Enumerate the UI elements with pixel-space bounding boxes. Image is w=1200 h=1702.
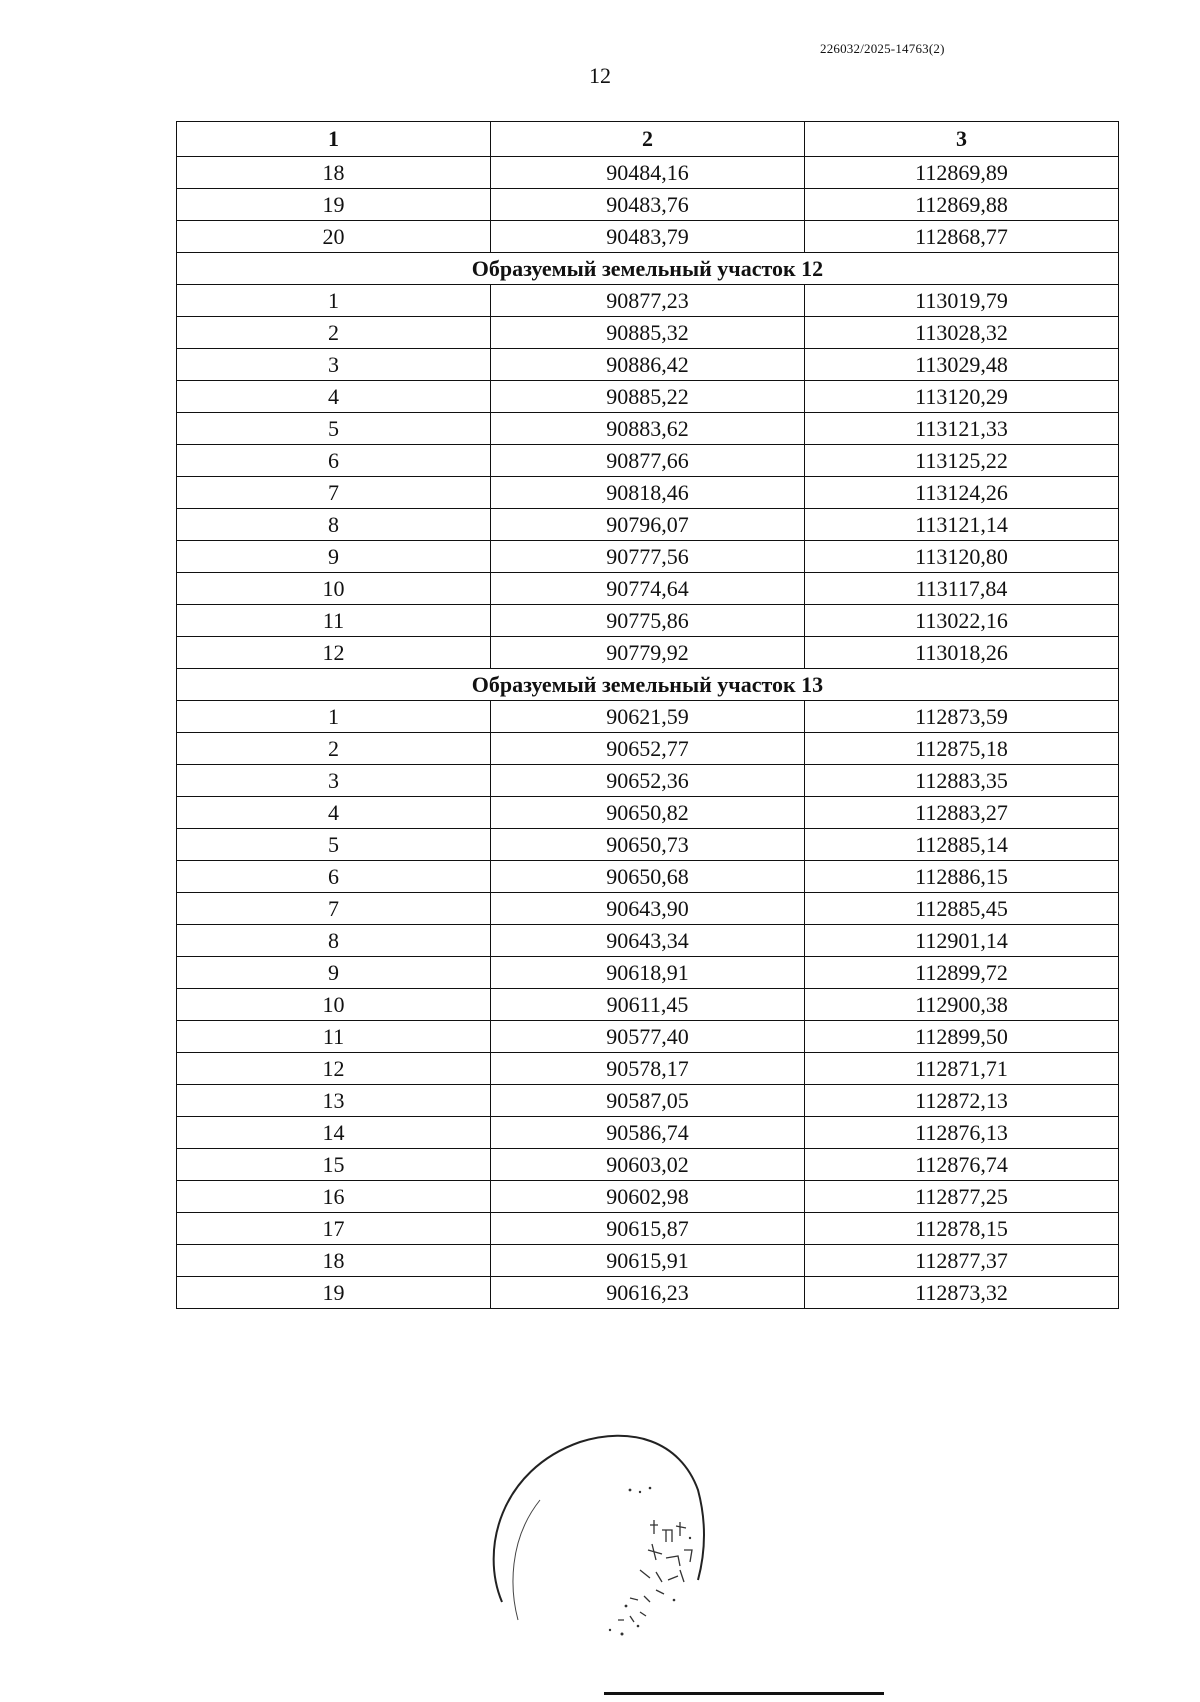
- x-coordinate-cell: 90777,56: [491, 541, 805, 573]
- y-coordinate-cell: 112872,13: [805, 1085, 1119, 1117]
- x-coordinate-cell: 90650,73: [491, 829, 805, 861]
- point-number-cell: 10: [177, 573, 491, 605]
- table-row: [177, 573, 1119, 605]
- table-row: [177, 861, 1119, 893]
- x-coordinate-cell: 90615,91: [491, 1245, 805, 1277]
- table-row: [177, 765, 1119, 797]
- table-row: [177, 1277, 1119, 1309]
- point-number-cell: 11: [177, 605, 491, 637]
- point-number-cell: 12: [177, 1053, 491, 1085]
- table-row: [177, 797, 1119, 829]
- point-number-cell: 5: [177, 413, 491, 445]
- page-number: 12: [589, 63, 611, 88]
- point-number-cell: 4: [177, 381, 491, 413]
- table-row: [177, 733, 1119, 765]
- x-coordinate-cell: 90618,91: [491, 957, 805, 989]
- x-coordinate-cell: 90886,42: [491, 349, 805, 381]
- signature-line: [604, 1692, 884, 1695]
- y-coordinate-cell: 112885,14: [805, 829, 1119, 861]
- document-registration-number: 226032/2025-14763(2): [820, 41, 945, 56]
- y-coordinate-cell: 112873,59: [805, 701, 1119, 733]
- y-coordinate-cell: 113121,33: [805, 413, 1119, 445]
- point-number-cell: 18: [177, 157, 491, 189]
- table-row: [177, 541, 1119, 573]
- point-number-cell: 3: [177, 349, 491, 381]
- x-coordinate-cell: 90578,17: [491, 1053, 805, 1085]
- y-coordinate-cell: 112883,27: [805, 797, 1119, 829]
- y-coordinate-cell: 113121,14: [805, 509, 1119, 541]
- table-row: [177, 1021, 1119, 1053]
- table-row: [177, 1053, 1119, 1085]
- table-row: [177, 477, 1119, 509]
- round-seal-stamp-icon: [480, 1430, 750, 1670]
- x-coordinate-cell: 90643,90: [491, 893, 805, 925]
- point-number-cell: 12: [177, 637, 491, 669]
- point-number-cell: 19: [177, 189, 491, 221]
- y-coordinate-cell: 113028,32: [805, 317, 1119, 349]
- table-row: [177, 349, 1119, 381]
- x-coordinate-cell: 90774,64: [491, 573, 805, 605]
- x-coordinate-cell: 90643,34: [491, 925, 805, 957]
- y-coordinate-cell: 112885,45: [805, 893, 1119, 925]
- point-number-cell: 11: [177, 1021, 491, 1053]
- column-header: 3: [805, 122, 1119, 157]
- table-row: [177, 157, 1119, 189]
- table-body: [177, 157, 1119, 1309]
- table-row: [177, 317, 1119, 349]
- table-row: [177, 1181, 1119, 1213]
- y-coordinate-cell: 112901,14: [805, 925, 1119, 957]
- y-coordinate-cell: 113124,26: [805, 477, 1119, 509]
- y-coordinate-cell: 113120,80: [805, 541, 1119, 573]
- x-coordinate-cell: 90484,16: [491, 157, 805, 189]
- point-number-cell: 2: [177, 317, 491, 349]
- y-coordinate-cell: 112876,13: [805, 1117, 1119, 1149]
- x-coordinate-cell: 90877,66: [491, 445, 805, 477]
- point-number-cell: 6: [177, 445, 491, 477]
- y-coordinate-cell: 112900,38: [805, 989, 1119, 1021]
- y-coordinate-cell: 112899,72: [805, 957, 1119, 989]
- x-coordinate-cell: 90577,40: [491, 1021, 805, 1053]
- point-number-cell: 10: [177, 989, 491, 1021]
- y-coordinate-cell: 112871,71: [805, 1053, 1119, 1085]
- table-row: [177, 285, 1119, 317]
- table-row: [177, 605, 1119, 637]
- column-header: 1: [177, 122, 491, 157]
- point-number-cell: 17: [177, 1213, 491, 1245]
- y-coordinate-cell: 113029,48: [805, 349, 1119, 381]
- table-row: [177, 509, 1119, 541]
- x-coordinate-cell: 90483,79: [491, 221, 805, 253]
- point-number-cell: 13: [177, 1085, 491, 1117]
- x-coordinate-cell: 90877,23: [491, 285, 805, 317]
- table-row: [177, 445, 1119, 477]
- y-coordinate-cell: 112873,32: [805, 1277, 1119, 1309]
- section-title-row: [177, 669, 1119, 701]
- y-coordinate-cell: 112886,15: [805, 861, 1119, 893]
- y-coordinate-cell: 112869,88: [805, 189, 1119, 221]
- point-number-cell: 20: [177, 221, 491, 253]
- y-coordinate-cell: 112877,37: [805, 1245, 1119, 1277]
- y-coordinate-cell: 112876,74: [805, 1149, 1119, 1181]
- section-title: Образуемый земельный участок 12: [177, 253, 1119, 285]
- y-coordinate-cell: 113125,22: [805, 445, 1119, 477]
- y-coordinate-cell: 112877,25: [805, 1181, 1119, 1213]
- y-coordinate-cell: 113117,84: [805, 573, 1119, 605]
- point-number-cell: 15: [177, 1149, 491, 1181]
- x-coordinate-cell: 90587,05: [491, 1085, 805, 1117]
- y-coordinate-cell: 112868,77: [805, 221, 1119, 253]
- x-coordinate-cell: 90883,62: [491, 413, 805, 445]
- x-coordinate-cell: 90611,45: [491, 989, 805, 1021]
- x-coordinate-cell: 90586,74: [491, 1117, 805, 1149]
- point-number-cell: 7: [177, 893, 491, 925]
- table-row: [177, 381, 1119, 413]
- x-coordinate-cell: 90621,59: [491, 701, 805, 733]
- point-number-cell: 7: [177, 477, 491, 509]
- point-number-cell: 5: [177, 829, 491, 861]
- table-row: [177, 1149, 1119, 1181]
- table-row: [177, 1085, 1119, 1117]
- x-coordinate-cell: 90616,23: [491, 1277, 805, 1309]
- point-number-cell: 9: [177, 957, 491, 989]
- table-row: [177, 1213, 1119, 1245]
- x-coordinate-cell: 90652,36: [491, 765, 805, 797]
- table-row: [177, 957, 1119, 989]
- point-number-cell: 9: [177, 541, 491, 573]
- column-header: 2: [491, 122, 805, 157]
- x-coordinate-cell: 90885,32: [491, 317, 805, 349]
- section-title: Образуемый земельный участок 13: [177, 669, 1119, 701]
- point-number-cell: 1: [177, 285, 491, 317]
- table-header-row: [177, 122, 1119, 157]
- y-coordinate-cell: 112878,15: [805, 1213, 1119, 1245]
- point-number-cell: 6: [177, 861, 491, 893]
- y-coordinate-cell: 112875,18: [805, 733, 1119, 765]
- y-coordinate-cell: 112869,89: [805, 157, 1119, 189]
- point-number-cell: 3: [177, 765, 491, 797]
- table-row: [177, 637, 1119, 669]
- x-coordinate-cell: 90775,86: [491, 605, 805, 637]
- table-row: [177, 1245, 1119, 1277]
- y-coordinate-cell: 113120,29: [805, 381, 1119, 413]
- section-title-row: [177, 253, 1119, 285]
- point-number-cell: 2: [177, 733, 491, 765]
- point-number-cell: 4: [177, 797, 491, 829]
- x-coordinate-cell: 90602,98: [491, 1181, 805, 1213]
- table-row: [177, 189, 1119, 221]
- y-coordinate-cell: 113022,16: [805, 605, 1119, 637]
- table-row: [177, 989, 1119, 1021]
- x-coordinate-cell: 90885,22: [491, 381, 805, 413]
- y-coordinate-cell: 112883,35: [805, 765, 1119, 797]
- point-number-cell: 8: [177, 509, 491, 541]
- y-coordinate-cell: 113018,26: [805, 637, 1119, 669]
- x-coordinate-cell: 90818,46: [491, 477, 805, 509]
- point-number-cell: 18: [177, 1245, 491, 1277]
- x-coordinate-cell: 90483,76: [491, 189, 805, 221]
- x-coordinate-cell: 90779,92: [491, 637, 805, 669]
- x-coordinate-cell: 90615,87: [491, 1213, 805, 1245]
- table-row: [177, 1117, 1119, 1149]
- y-coordinate-cell: 113019,79: [805, 285, 1119, 317]
- coordinates-table: [176, 121, 1119, 1309]
- table-row: [177, 925, 1119, 957]
- point-number-cell: 19: [177, 1277, 491, 1309]
- x-coordinate-cell: 90603,02: [491, 1149, 805, 1181]
- table-row: [177, 221, 1119, 253]
- x-coordinate-cell: 90650,68: [491, 861, 805, 893]
- x-coordinate-cell: 90652,77: [491, 733, 805, 765]
- table-row: [177, 413, 1119, 445]
- table-row: [177, 829, 1119, 861]
- x-coordinate-cell: 90650,82: [491, 797, 805, 829]
- point-number-cell: 1: [177, 701, 491, 733]
- point-number-cell: 14: [177, 1117, 491, 1149]
- x-coordinate-cell: 90796,07: [491, 509, 805, 541]
- point-number-cell: 8: [177, 925, 491, 957]
- y-coordinate-cell: 112899,50: [805, 1021, 1119, 1053]
- point-number-cell: 16: [177, 1181, 491, 1213]
- table-row: [177, 701, 1119, 733]
- table-row: [177, 893, 1119, 925]
